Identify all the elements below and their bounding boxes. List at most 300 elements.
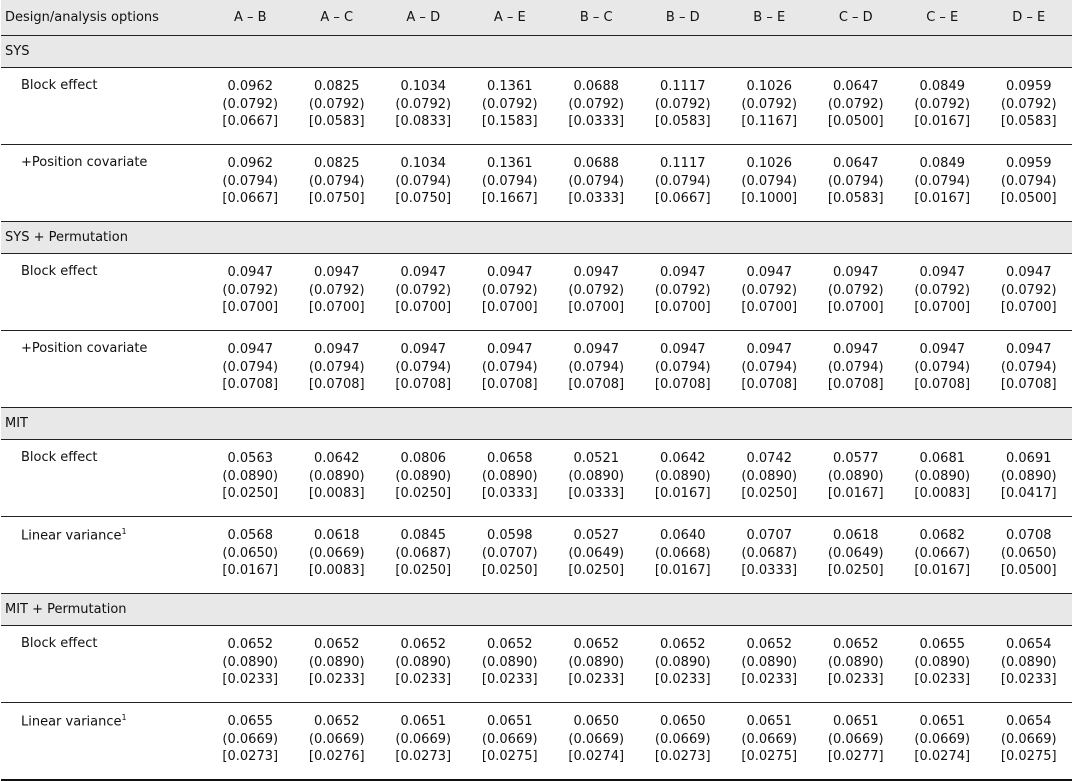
standard-error-value: (0.0792) [827, 96, 884, 112]
row-label-cell [1, 440, 207, 517]
estimate-value: 0.0577 [833, 451, 879, 466]
rejection-rate-value: [0.0275] [741, 749, 798, 764]
value-cell [294, 626, 381, 703]
header-design-options: Design/analysis options [1, 0, 207, 36]
estimate-value: 0.0845 [400, 528, 446, 543]
value-cell [640, 703, 727, 781]
value-cell [640, 331, 727, 408]
standard-error-value: (0.0890) [395, 468, 452, 484]
rejection-rate-value: [0.0250] [395, 563, 452, 578]
estimate-value: 0.0947 [487, 265, 533, 280]
header-col: B – C [553, 0, 640, 36]
value-cell [640, 145, 727, 222]
value-cell [986, 517, 1073, 594]
estimate-value: 0.1034 [400, 79, 446, 94]
standard-error-value: (0.0890) [308, 654, 365, 670]
rejection-rate-value: [0.0333] [568, 114, 625, 129]
standard-error-value: (0.0792) [568, 96, 625, 112]
rejection-rate-value: [0.0700] [568, 300, 625, 315]
rejection-rate-value: [0.0708] [395, 377, 452, 392]
standard-error-value: (0.0890) [914, 654, 971, 670]
row-label: Block effect [21, 78, 98, 93]
standard-error-value: (0.0794) [481, 359, 538, 375]
estimate-value: 0.0962 [227, 156, 273, 171]
estimate-value: 0.0947 [487, 342, 533, 357]
rejection-rate-value: [0.0275] [481, 749, 538, 764]
estimate-value: 0.0947 [314, 342, 360, 357]
estimate-value: 0.0642 [314, 451, 360, 466]
estimate-value: 0.0647 [833, 79, 879, 94]
standard-error-value: (0.0669) [395, 731, 452, 747]
estimate-value: 0.0650 [573, 714, 619, 729]
value-cell [813, 440, 900, 517]
value-cell [207, 145, 294, 222]
rejection-rate-value: [0.0583] [654, 114, 711, 129]
estimate-value: 0.0521 [573, 451, 619, 466]
estimate-value: 0.0742 [746, 451, 792, 466]
value-cell [813, 626, 900, 703]
standard-error-value: (0.0794) [222, 359, 279, 375]
standard-error-value: (0.0792) [308, 96, 365, 112]
rejection-rate-value: [0.0274] [914, 749, 971, 764]
value-cell [553, 145, 640, 222]
estimate-value: 0.0651 [833, 714, 879, 729]
estimate-value: 0.0682 [919, 528, 965, 543]
rejection-rate-value: [0.0583] [308, 114, 365, 129]
rejection-rate-value: [0.0708] [222, 377, 279, 392]
rejection-rate-value: [0.0667] [654, 191, 711, 206]
table-row [1, 254, 1072, 331]
estimate-value: 0.0563 [227, 451, 273, 466]
table-row [1, 145, 1072, 222]
value-cell [986, 254, 1073, 331]
estimate-value: 0.0688 [573, 79, 619, 94]
row-label-cell [1, 626, 207, 703]
group-title: MIT [1, 408, 1072, 440]
standard-error-value: (0.0649) [568, 545, 625, 561]
standard-error-value: (0.0890) [827, 468, 884, 484]
rejection-rate-value: [0.0233] [827, 672, 884, 687]
value-cell [640, 254, 727, 331]
standard-error-value: (0.0669) [481, 731, 538, 747]
rejection-rate-value: [0.0233] [395, 672, 452, 687]
standard-error-value: (0.0890) [568, 654, 625, 670]
row-label: Linear variance [21, 528, 122, 544]
estimate-value: 0.0642 [660, 451, 706, 466]
header-col: C – E [899, 0, 986, 36]
value-cell [899, 254, 986, 331]
value-cell [553, 331, 640, 408]
value-cell [813, 703, 900, 781]
value-cell [899, 703, 986, 781]
value-cell [380, 703, 467, 781]
standard-error-value: (0.0794) [308, 359, 365, 375]
value-cell [813, 517, 900, 594]
rejection-rate-value: [0.0167] [827, 486, 884, 501]
estimate-value: 0.0691 [1006, 451, 1052, 466]
value-cell [899, 331, 986, 408]
estimate-value: 0.1361 [487, 79, 533, 94]
value-cell [726, 331, 813, 408]
standard-error-value: (0.0792) [481, 282, 538, 298]
rejection-rate-value: [0.0275] [1000, 749, 1057, 764]
value-cell [380, 440, 467, 517]
value-cell [294, 703, 381, 781]
value-cell [294, 254, 381, 331]
estimate-value: 0.0652 [746, 637, 792, 652]
table-row [1, 626, 1072, 703]
estimate-value: 0.0654 [1006, 714, 1052, 729]
standard-error-value: (0.0794) [395, 173, 452, 189]
rejection-rate-value: [0.1167] [741, 114, 798, 129]
standard-error-value: (0.0794) [1000, 359, 1057, 375]
standard-error-value: (0.0794) [741, 359, 798, 375]
estimate-value: 0.0658 [487, 451, 533, 466]
value-cell [986, 68, 1073, 145]
header-col: A – D [380, 0, 467, 36]
rejection-rate-value: [0.0333] [568, 191, 625, 206]
row-label: Block effect [21, 636, 98, 651]
value-cell [380, 626, 467, 703]
rejection-rate-value: [0.0250] [395, 486, 452, 501]
value-cell [294, 440, 381, 517]
rejection-rate-value: [0.0708] [654, 377, 711, 392]
value-cell [207, 254, 294, 331]
rejection-rate-value: [0.0250] [827, 563, 884, 578]
standard-error-value: (0.0890) [481, 468, 538, 484]
row-label-cell [1, 254, 207, 331]
estimate-value: 0.0947 [400, 265, 446, 280]
value-cell [813, 68, 900, 145]
value-cell [553, 517, 640, 594]
table-row [1, 703, 1072, 781]
standard-error-value: (0.0890) [481, 654, 538, 670]
estimate-value: 0.1026 [746, 79, 792, 94]
row-label-cell [1, 517, 207, 594]
rejection-rate-value: [0.0700] [654, 300, 711, 315]
value-cell [726, 68, 813, 145]
estimate-value: 0.1361 [487, 156, 533, 171]
rejection-rate-value: [0.0583] [1000, 114, 1057, 129]
value-cell [294, 68, 381, 145]
rejection-rate-value: [0.0700] [222, 300, 279, 315]
value-cell [640, 517, 727, 594]
standard-error-value: (0.0667) [914, 545, 971, 561]
header-col: B – E [726, 0, 813, 36]
rejection-rate-value: [0.0667] [222, 191, 279, 206]
standard-error-value: (0.0792) [395, 96, 452, 112]
standard-error-value: (0.0890) [654, 468, 711, 484]
standard-error-value: (0.0687) [395, 545, 452, 561]
estimate-value: 0.0947 [1006, 342, 1052, 357]
estimate-value: 0.0647 [833, 156, 879, 171]
estimate-value: 0.0947 [833, 265, 879, 280]
row-label-cell [1, 145, 207, 222]
value-cell [726, 145, 813, 222]
rejection-rate-value: [0.0333] [481, 486, 538, 501]
standard-error-value: (0.0649) [827, 545, 884, 561]
estimate-value: 0.0947 [227, 265, 273, 280]
value-cell [380, 254, 467, 331]
standard-error-value: (0.0792) [395, 282, 452, 298]
rejection-rate-value: [0.0700] [308, 300, 365, 315]
rejection-rate-value: [0.0233] [654, 672, 711, 687]
estimate-value: 0.0618 [314, 528, 360, 543]
value-cell [813, 145, 900, 222]
rejection-rate-value: [0.0583] [827, 191, 884, 206]
standard-error-value: (0.0794) [481, 173, 538, 189]
value-cell [726, 703, 813, 781]
standard-error-value: (0.0794) [308, 173, 365, 189]
estimate-value: 0.0708 [1006, 528, 1052, 543]
rejection-rate-value: [0.0708] [481, 377, 538, 392]
estimate-value: 0.0527 [573, 528, 619, 543]
estimate-value: 0.0947 [1006, 265, 1052, 280]
value-cell [467, 331, 554, 408]
value-cell [640, 626, 727, 703]
rejection-rate-value: [0.1583] [481, 114, 538, 129]
standard-error-value: (0.0890) [654, 654, 711, 670]
rejection-rate-value: [0.0700] [914, 300, 971, 315]
estimate-value: 0.1026 [746, 156, 792, 171]
value-cell [380, 517, 467, 594]
standard-error-value: (0.0792) [654, 282, 711, 298]
estimate-value: 0.0651 [919, 714, 965, 729]
standard-error-value: (0.0792) [741, 282, 798, 298]
row-label-cell [1, 68, 207, 145]
standard-error-value: (0.0794) [654, 359, 711, 375]
value-cell [899, 68, 986, 145]
rejection-rate-value: [0.0667] [222, 114, 279, 129]
standard-error-value: (0.0794) [1000, 173, 1057, 189]
rejection-rate-value: [0.0233] [1000, 672, 1057, 687]
value-cell [294, 517, 381, 594]
standard-error-value: (0.0669) [741, 731, 798, 747]
estimate-value: 0.0806 [400, 451, 446, 466]
value-cell [553, 703, 640, 781]
estimate-value: 0.0947 [660, 265, 706, 280]
group-title: MIT + Permutation [1, 594, 1072, 626]
standard-error-value: (0.0669) [827, 731, 884, 747]
standard-error-value: (0.0890) [827, 654, 884, 670]
standard-error-value: (0.0668) [654, 545, 711, 561]
value-cell [207, 517, 294, 594]
standard-error-value: (0.0669) [308, 731, 365, 747]
rejection-rate-value: [0.0833] [395, 114, 452, 129]
value-cell [899, 626, 986, 703]
rejection-rate-value: [0.0708] [568, 377, 625, 392]
standard-error-value: (0.0669) [1000, 731, 1057, 747]
estimate-value: 0.0947 [314, 265, 360, 280]
standard-error-value: (0.0890) [568, 468, 625, 484]
rejection-rate-value: [0.0233] [914, 672, 971, 687]
rejection-rate-value: [0.0083] [308, 486, 365, 501]
estimate-value: 0.0651 [400, 714, 446, 729]
standard-error-value: (0.0792) [914, 96, 971, 112]
rejection-rate-value: [0.0277] [827, 749, 884, 764]
value-cell [726, 626, 813, 703]
header-col: A – C [294, 0, 381, 36]
rejection-rate-value: [0.0250] [568, 563, 625, 578]
rejection-rate-value: [0.0333] [741, 563, 798, 578]
rejection-rate-value: [0.0273] [395, 749, 452, 764]
rejection-rate-value: [0.0500] [1000, 563, 1057, 578]
standard-error-value: (0.0794) [741, 173, 798, 189]
table-row [1, 440, 1072, 517]
standard-error-value: (0.0890) [395, 654, 452, 670]
group-header-row [1, 408, 1072, 440]
results-table [1, 0, 1072, 781]
standard-error-value: (0.0794) [827, 173, 884, 189]
rejection-rate-value: [0.0276] [308, 749, 365, 764]
value-cell [553, 626, 640, 703]
estimate-value: 0.0652 [400, 637, 446, 652]
rejection-rate-value: [0.0167] [654, 486, 711, 501]
standard-error-value: (0.0890) [741, 468, 798, 484]
value-cell [467, 440, 554, 517]
value-cell [467, 703, 554, 781]
estimate-value: 0.0651 [746, 714, 792, 729]
table-row [1, 68, 1072, 145]
standard-error-value: (0.0890) [741, 654, 798, 670]
group-header-row [1, 594, 1072, 626]
standard-error-value: (0.0792) [1000, 282, 1057, 298]
standard-error-value: (0.0792) [222, 282, 279, 298]
footnote-marker: 1 [121, 527, 127, 536]
rejection-rate-value: [0.0700] [1000, 300, 1057, 315]
rejection-rate-value: [0.0708] [914, 377, 971, 392]
rejection-rate-value: [0.0708] [1000, 377, 1057, 392]
row-label: +Position covariate [21, 341, 148, 356]
estimate-value: 0.0947 [573, 342, 619, 357]
rejection-rate-value: [0.0233] [222, 672, 279, 687]
standard-error-value: (0.0669) [308, 545, 365, 561]
rejection-rate-value: [0.0500] [827, 114, 884, 129]
value-cell [207, 331, 294, 408]
rejection-rate-value: [0.0700] [481, 300, 538, 315]
estimate-value: 0.1117 [660, 156, 706, 171]
group-header-row [1, 36, 1072, 68]
header-col: A – B [207, 0, 294, 36]
standard-error-value: (0.0792) [914, 282, 971, 298]
estimate-value: 0.0947 [573, 265, 619, 280]
value-cell [380, 145, 467, 222]
rejection-rate-value: [0.0500] [1000, 191, 1057, 206]
standard-error-value: (0.0792) [741, 96, 798, 112]
standard-error-value: (0.0669) [568, 731, 625, 747]
value-cell [294, 331, 381, 408]
estimate-value: 0.0652 [314, 637, 360, 652]
estimate-value: 0.0655 [919, 637, 965, 652]
estimate-value: 0.0947 [660, 342, 706, 357]
standard-error-value: (0.0792) [827, 282, 884, 298]
value-cell [380, 68, 467, 145]
standard-error-value: (0.0669) [222, 731, 279, 747]
standard-error-value: (0.0794) [827, 359, 884, 375]
estimate-value: 0.1117 [660, 79, 706, 94]
standard-error-value: (0.0687) [741, 545, 798, 561]
value-cell [553, 254, 640, 331]
value-cell [986, 440, 1073, 517]
rejection-rate-value: [0.0167] [914, 114, 971, 129]
standard-error-value: (0.0890) [308, 468, 365, 484]
rejection-rate-value: [0.0750] [395, 191, 452, 206]
rejection-rate-value: [0.0233] [308, 672, 365, 687]
value-cell [467, 626, 554, 703]
standard-error-value: (0.0794) [568, 173, 625, 189]
value-cell [726, 517, 813, 594]
standard-error-value: (0.0792) [568, 282, 625, 298]
estimate-value: 0.0947 [746, 342, 792, 357]
rejection-rate-value: [0.0273] [654, 749, 711, 764]
row-label: Block effect [21, 264, 98, 279]
header-col: C – D [813, 0, 900, 36]
estimate-value: 0.0651 [487, 714, 533, 729]
value-cell [294, 145, 381, 222]
value-cell [986, 145, 1073, 222]
value-cell [207, 626, 294, 703]
value-cell [553, 68, 640, 145]
standard-error-value: (0.0792) [1000, 96, 1057, 112]
value-cell [986, 626, 1073, 703]
value-cell [813, 254, 900, 331]
rejection-rate-value: [0.1000] [741, 191, 798, 206]
rejection-rate-value: [0.1667] [481, 191, 538, 206]
rejection-rate-value: [0.0250] [481, 563, 538, 578]
rejection-rate-value: [0.0700] [741, 300, 798, 315]
standard-error-value: (0.0669) [914, 731, 971, 747]
estimate-value: 0.0618 [833, 528, 879, 543]
estimate-value: 0.0849 [919, 156, 965, 171]
estimate-value: 0.0707 [746, 528, 792, 543]
value-cell [899, 517, 986, 594]
estimate-value: 0.0652 [573, 637, 619, 652]
row-label-cell [1, 703, 207, 781]
value-cell [207, 68, 294, 145]
standard-error-value: (0.0792) [222, 96, 279, 112]
estimate-value: 0.0947 [746, 265, 792, 280]
value-cell [207, 703, 294, 781]
estimate-value: 0.0652 [227, 637, 273, 652]
standard-error-value: (0.0794) [568, 359, 625, 375]
value-cell [899, 440, 986, 517]
standard-error-value: (0.0890) [1000, 468, 1057, 484]
estimate-value: 0.0947 [919, 342, 965, 357]
header-row [1, 0, 1072, 36]
standard-error-value: (0.0890) [1000, 654, 1057, 670]
value-cell [553, 440, 640, 517]
header-col: B – D [640, 0, 727, 36]
value-cell [640, 68, 727, 145]
standard-error-value: (0.0794) [654, 173, 711, 189]
rejection-rate-value: [0.0233] [568, 672, 625, 687]
rejection-rate-value: [0.0167] [914, 191, 971, 206]
standard-error-value: (0.0890) [222, 468, 279, 484]
header-col: D – E [986, 0, 1073, 36]
estimate-value: 0.0825 [314, 156, 360, 171]
estimate-value: 0.0947 [919, 265, 965, 280]
rejection-rate-value: [0.0167] [914, 563, 971, 578]
standard-error-value: (0.0794) [914, 173, 971, 189]
value-cell [986, 703, 1073, 781]
estimate-value: 0.0688 [573, 156, 619, 171]
rejection-rate-value: [0.0083] [308, 563, 365, 578]
standard-error-value: (0.0794) [395, 359, 452, 375]
row-label-cell [1, 331, 207, 408]
estimate-value: 0.0640 [660, 528, 706, 543]
estimate-value: 0.0654 [1006, 637, 1052, 652]
rejection-rate-value: [0.0708] [308, 377, 365, 392]
